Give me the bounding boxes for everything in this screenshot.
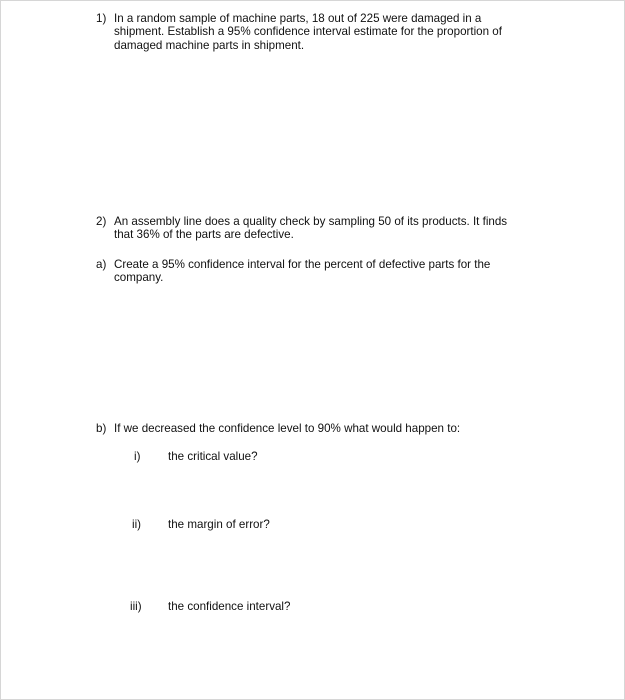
subpart-text: the critical value? [168, 450, 258, 463]
subpart-i [134, 450, 434, 466]
part-label: a) [96, 258, 107, 271]
subpart-iii [130, 600, 430, 616]
question-number: 1) [96, 12, 107, 25]
part-text: If we decreased the confidence level to 90% what would happen to: [114, 422, 461, 435]
subpart-text: the confidence interval? [168, 600, 291, 613]
part-b [96, 422, 556, 438]
part-text: Create a 95% confidence interval for the percent of defective parts for the company. [114, 258, 491, 285]
part-label: b) [96, 422, 107, 435]
subpart-label: iii) [130, 600, 142, 613]
question-2 [96, 215, 556, 245]
part-a [96, 258, 556, 288]
question-number: 2) [96, 215, 107, 228]
subpart-ii [132, 518, 432, 534]
question-text: In a random sample of machine parts, 18 out of 225 were damaged in a shipment. Establish a 95% confidence interval estimate for the proportion of damaged machine parts in shipment. [114, 12, 502, 52]
question-1 [96, 12, 556, 56]
subpart-text: the margin of error? [168, 518, 270, 531]
subpart-label: ii) [132, 518, 142, 531]
subpart-label: i) [134, 450, 141, 463]
question-text: An assembly line does a quality check by sampling 50 of its products. It finds that 36% of the parts are defective. [114, 215, 508, 242]
